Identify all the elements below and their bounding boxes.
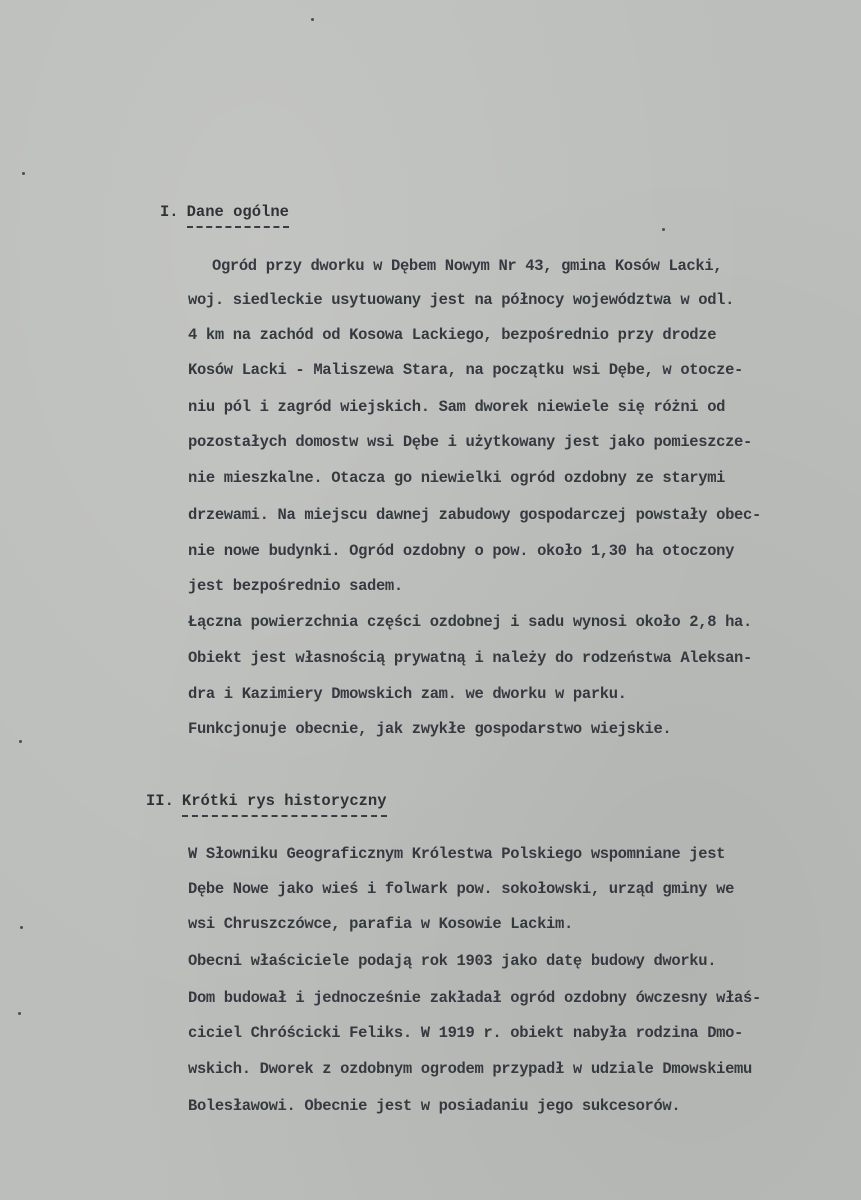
section-1-line: Obiekt jest własnością prywatną i należy do rodzeństwa Aleksan- xyxy=(188,649,752,667)
section-1-line: Funkcjonuje obecnie, jak zwykłe gospodarstwo wiejskie. xyxy=(188,720,672,738)
section-1-line: 4 km na zachód od Kosowa Lackiego, bezpośrednio przy drodze xyxy=(188,326,717,344)
section-1-line: nie nowe budynki. Ogród ozdobny o pow. około 1,30 ha otoczony xyxy=(188,542,735,560)
section-1-line: Kosów Lacki - Maliszewa Stara, na początku wsi Dębe, w otocze- xyxy=(188,361,743,379)
section-2-line: W Słowniku Geograficznym Królestwa Polskiego wspomniane jest xyxy=(188,845,726,863)
paper-speck xyxy=(18,1012,21,1015)
section-2-title: Krótki rys historyczny xyxy=(182,792,387,814)
paper-speck xyxy=(311,18,314,21)
section-2-line: Bolesławowi. Obecnie jest w posiadaniu jego sukcesorów. xyxy=(188,1097,681,1115)
section-1-line: jest bezpośrednio sadem. xyxy=(188,577,403,595)
paper-speck xyxy=(22,172,25,175)
section-2-line: wskich. Dworek z ozdobnym ogrodem przypadł w udziale Dmowskiemu xyxy=(188,1060,752,1078)
section-2-line: ciciel Chróścicki Feliks. W 1919 r. obiekt nabyła rodzina Dmo- xyxy=(188,1024,743,1042)
paper-speck xyxy=(662,228,665,231)
section-1-number: I. xyxy=(160,203,179,221)
section-1-line: drzewami. Na miejscu dawnej zabudowy gospodarczej powstały obec- xyxy=(188,506,761,524)
section-1-line: nie mieszkalne. Otacza go niewielki ogród ozdobny ze starymi xyxy=(188,469,726,487)
section-1-line: dra i Kazimiery Dmowskich zam. we dworku w parku. xyxy=(188,685,627,703)
section-1-heading xyxy=(160,203,289,225)
section-2-line: Obecni właściciele podają rok 1903 jako datę budowy dworku. xyxy=(188,952,717,970)
section-1-line: woj. siedleckie usytuowany jest na północy województwa w odl. xyxy=(188,291,735,309)
section-1-line: Ogród przy dworku w Dębem Nowym Nr 43, gmina Kosów Lacki, xyxy=(212,257,723,275)
section-2-line: Dębe Nowe jako wieś i folwark pow. sokołowski, urząd gminy we xyxy=(188,880,735,898)
section-1-line: niu pól i zagród wiejskich. Sam dworek niewiele się różni od xyxy=(188,398,726,416)
paper-speck xyxy=(19,740,22,743)
section-1-title: Dane ogólne xyxy=(187,203,289,225)
section-2-line: Dom budował i jednocześnie zakładał ogród ozdobny ówczesny właś- xyxy=(188,989,761,1007)
section-1-line: pozostałych domostw wsi Dębe i użytkowany jest jako pomieszcze- xyxy=(188,433,752,451)
paper-speck xyxy=(20,926,23,929)
section-2-line: wsi Chruszczówce, parafia w Kosowie Lackim. xyxy=(188,915,573,933)
section-1-line: Łączna powierzchnia części ozdobnej i sadu wynosi około 2,8 ha. xyxy=(188,613,752,631)
section-2-number: II. xyxy=(146,792,174,810)
section-2-heading xyxy=(146,792,387,814)
